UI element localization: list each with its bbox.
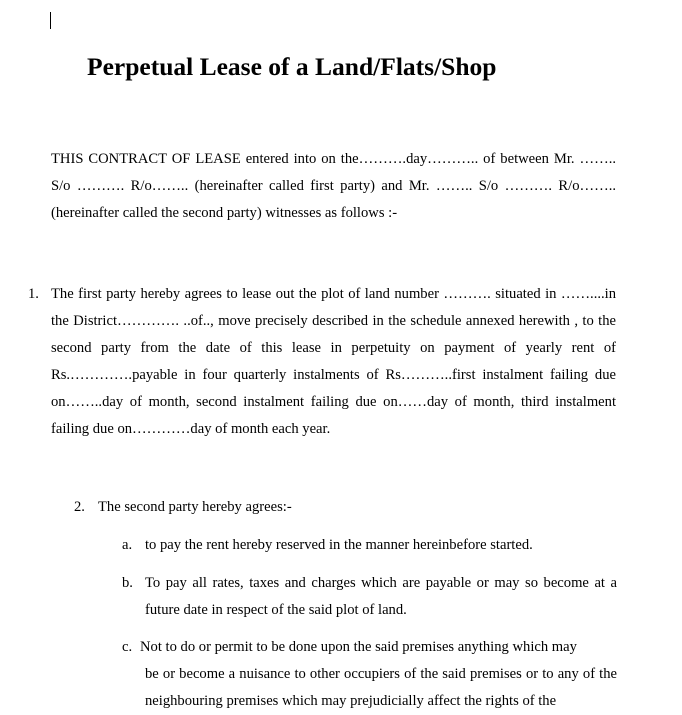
subclause-c-continuation: be or become a nuisance to other occupiers of the said premises or to any of the neighbouring premises which may prejudicially affect the rights of the xyxy=(145,666,617,709)
clause-1-text: The first party hereby agrees to lease out the plot of land number ………. situated in ……....in the District…………. ..of.., move precisely described in the schedule annexed herewith , to the second party from the date of this lease in perpetuity on payment of yearly rent of Rs.………….payable in four quarterly instalments of Rs………..first instalment failing due on……..day of month, second instalment failing due on……day of month, third instalment failing due on…………day of month each year. xyxy=(51,286,616,437)
intro-paragraph: THIS CONTRACT OF LEASE entered into on the……….day……….. of between Mr. …….. S/o ………. R/o…….. (hereinafter called first party) and Mr. …….. S/o ………. R/o…….. (hereinafter called the second party) witnesses as follows :- xyxy=(51,151,616,221)
clause-2-text: The second party hereby agrees:- xyxy=(98,499,292,515)
clause-1-number: 1. xyxy=(28,286,39,302)
subclause-a-letter: a. xyxy=(122,537,133,553)
subclause-a-text: to pay the rent hereby reserved in the manner hereinbefore started. xyxy=(145,537,533,553)
text-cursor xyxy=(50,12,51,29)
subclause-c-letter: c. xyxy=(122,639,133,655)
subclause-c xyxy=(140,634,617,715)
subclause-b-text: To pay all rates, taxes and charges which are payable or may so become at a future date in respect of the said plot of land. xyxy=(145,575,617,618)
subclause-b-letter: b. xyxy=(122,575,133,591)
clause-2-number: 2. xyxy=(74,499,85,515)
subclause-c-first-line: Not to do or permit to be done upon the said premises anything which may xyxy=(140,639,577,655)
document-title: Perpetual Lease of a Land/Flats/Shop xyxy=(87,52,497,81)
